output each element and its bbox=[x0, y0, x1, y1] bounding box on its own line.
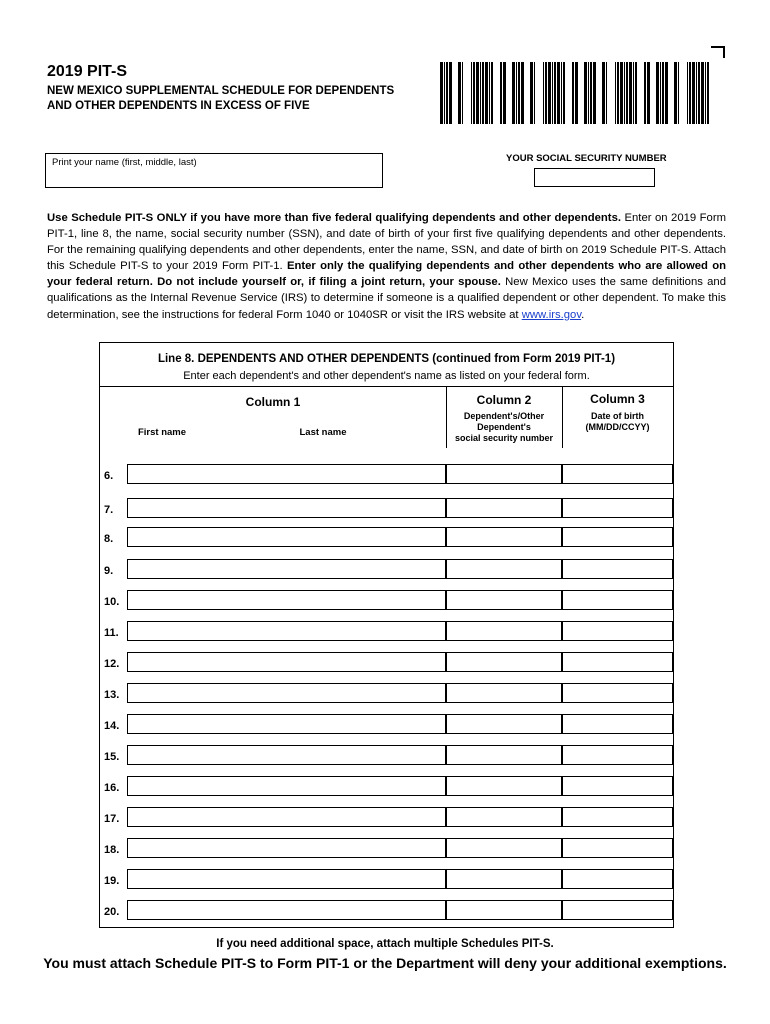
dependent-row bbox=[100, 621, 673, 641]
dependent-dob-field[interactable] bbox=[562, 559, 673, 579]
dependent-ssn-field[interactable] bbox=[446, 807, 562, 827]
dependent-ssn-field[interactable] bbox=[446, 745, 562, 765]
dependent-dob-field[interactable] bbox=[562, 498, 673, 518]
dependent-name-field[interactable] bbox=[127, 527, 446, 547]
dependent-dob-field[interactable] bbox=[562, 683, 673, 703]
dependent-ssn-field[interactable] bbox=[446, 527, 562, 547]
dependent-dob-field[interactable] bbox=[562, 807, 673, 827]
dependent-name-field[interactable] bbox=[127, 714, 446, 734]
taxpayer-name-field[interactable] bbox=[45, 153, 383, 188]
form-title: 2019 PIT-S bbox=[47, 63, 128, 80]
dependent-row bbox=[100, 590, 673, 610]
dependent-ssn-field[interactable] bbox=[446, 621, 562, 641]
column-1-header: Column 1 bbox=[245, 395, 301, 409]
corner-registration-mark bbox=[711, 46, 725, 58]
dependent-name-field[interactable] bbox=[127, 683, 446, 703]
column-2-header: Column 2 bbox=[476, 393, 532, 407]
dependent-row bbox=[100, 807, 673, 827]
barcode-image bbox=[440, 62, 712, 124]
dependent-ssn-field[interactable] bbox=[446, 714, 562, 734]
subtitle-line-2: AND OTHER DEPENDENTS IN EXCESS OF FIVE bbox=[47, 100, 310, 112]
row-number: 13. bbox=[104, 689, 120, 701]
row-number: 10. bbox=[104, 596, 120, 608]
row-number: 9. bbox=[104, 565, 114, 577]
dependent-dob-field[interactable] bbox=[562, 776, 673, 796]
dependent-dob-field[interactable] bbox=[562, 621, 673, 641]
table-header-banner bbox=[100, 343, 673, 387]
column-3-header: Column 3 bbox=[590, 392, 645, 406]
attachment-warning: You must attach Schedule PIT-S to Form PIT-1 or the Department will deny your additional exemptions. bbox=[43, 955, 727, 971]
instructions-paragraph bbox=[47, 210, 726, 323]
form-subtitle bbox=[47, 84, 447, 114]
dependent-row bbox=[100, 464, 673, 484]
ssn-label: YOUR SOCIAL SECURITY NUMBER bbox=[506, 153, 667, 164]
dependent-name-field[interactable] bbox=[127, 807, 446, 827]
dependents-table bbox=[99, 342, 674, 928]
dependent-ssn-field[interactable] bbox=[446, 900, 562, 920]
dependent-name-field[interactable] bbox=[127, 652, 446, 672]
row-number: 7. bbox=[104, 504, 114, 516]
taxpayer-name-label: Print your name (first, middle, last) bbox=[52, 157, 197, 168]
dependent-ssn-field[interactable] bbox=[446, 590, 562, 610]
dependent-row bbox=[100, 527, 673, 547]
column-2-desc-line-3: social security number bbox=[454, 433, 554, 443]
line-8-subtitle: Enter each dependent's and other dependent's name as listed on your federal form. bbox=[183, 370, 590, 382]
dependent-ssn-field[interactable] bbox=[446, 869, 562, 889]
subtitle-line-1: NEW MEXICO SUPPLEMENTAL SCHEDULE FOR DEPENDENTS bbox=[47, 85, 395, 97]
irs-website-link[interactable]: www.irs.gov bbox=[521, 308, 582, 321]
row-number: 6. bbox=[104, 470, 114, 482]
dependent-ssn-field[interactable] bbox=[446, 559, 562, 579]
dependent-row bbox=[100, 498, 673, 518]
dependent-ssn-field[interactable] bbox=[446, 776, 562, 796]
dependent-dob-field[interactable] bbox=[562, 900, 673, 920]
dependent-name-field[interactable] bbox=[127, 464, 446, 484]
dependent-dob-field[interactable] bbox=[562, 745, 673, 765]
column-3-description bbox=[562, 411, 673, 433]
dependent-name-field[interactable] bbox=[127, 838, 446, 858]
dependent-name-field[interactable] bbox=[127, 498, 446, 518]
dependent-dob-field[interactable] bbox=[562, 527, 673, 547]
dependent-row bbox=[100, 776, 673, 796]
dependent-dob-field[interactable] bbox=[562, 869, 673, 889]
dependent-row bbox=[100, 683, 673, 703]
dependent-dob-field[interactable] bbox=[562, 590, 673, 610]
dependent-row bbox=[100, 900, 673, 920]
row-number: 8. bbox=[104, 533, 114, 545]
dependent-row bbox=[100, 838, 673, 858]
dependent-dob-field[interactable] bbox=[562, 838, 673, 858]
dependent-dob-field[interactable] bbox=[562, 464, 673, 484]
instructions-bold-1: Use Schedule PIT-S ONLY if you have more than five federal qualifying dependents and other dependents. bbox=[47, 212, 621, 224]
instructions-text-2: New Mexico uses the same definitions and qualifications as the Internal Revenue Service (IRS) to determine if someone is a qualified dependent or other dependent. To make this determination, see the instructions for federal Form 1040 or 1040SR or visit the IRS website at bbox=[47, 276, 726, 321]
dependent-name-field[interactable] bbox=[127, 559, 446, 579]
dependent-ssn-field[interactable] bbox=[446, 464, 562, 484]
additional-space-note: If you need additional space, attach multiple Schedules PIT-S. bbox=[216, 938, 554, 950]
row-number: 18. bbox=[104, 844, 120, 856]
row-number: 11. bbox=[104, 627, 119, 639]
row-number: 12. bbox=[104, 658, 120, 670]
column-2-desc-line-1: Dependent's/Other bbox=[463, 411, 545, 421]
dependent-name-field[interactable] bbox=[127, 869, 446, 889]
dependent-dob-field[interactable] bbox=[562, 714, 673, 734]
instructions-end: . bbox=[581, 308, 585, 321]
dependent-row bbox=[100, 714, 673, 734]
dependent-ssn-field[interactable] bbox=[446, 652, 562, 672]
dependent-name-field[interactable] bbox=[127, 900, 446, 920]
line-8-title: Line 8. DEPENDENTS AND OTHER DEPENDENTS (continued from Form 2019 PIT-1) bbox=[157, 353, 616, 365]
column-3-desc-line-1: Date of birth bbox=[591, 411, 644, 421]
dependent-name-field[interactable] bbox=[127, 621, 446, 641]
column-2-description bbox=[446, 411, 562, 444]
row-number: 17. bbox=[104, 813, 120, 825]
instructions-bold-2: Enter only the qualifying dependents and other dependents who are allowed on your federal return. Do not include yourself or, if filing a joint return, your spouse. bbox=[47, 260, 726, 289]
instructions-text-1: Enter on 2019 Form PIT-1, line 8, the name, social security number (SSN), and date of birth of your first five qualifying dependents and other dependents. For the remaining qualifying dependents and other dependents, enter the name, SSN, and date of birth on 2019 Schedule PIT-S. Attach this Schedule PIT-S to your 2019 Form PIT-1. bbox=[47, 212, 727, 273]
row-number: 20. bbox=[104, 906, 120, 918]
dependent-dob-field[interactable] bbox=[562, 652, 673, 672]
dependent-name-field[interactable] bbox=[127, 590, 446, 610]
row-number: 15. bbox=[104, 751, 120, 763]
dependent-ssn-field[interactable] bbox=[446, 683, 562, 703]
column-2-desc-line-2: Dependent's bbox=[477, 422, 531, 432]
dependent-name-field[interactable] bbox=[127, 776, 446, 796]
dependent-ssn-field[interactable] bbox=[446, 498, 562, 518]
dependent-row bbox=[100, 869, 673, 889]
dependent-row bbox=[100, 559, 673, 579]
row-number: 19. bbox=[104, 875, 120, 887]
ssn-field[interactable] bbox=[534, 168, 655, 187]
row-number: 14. bbox=[104, 720, 120, 732]
column-3-desc-line-2: (MM/DD/CCYY) bbox=[585, 422, 650, 432]
dependent-row bbox=[100, 745, 673, 765]
last-name-header: Last name bbox=[299, 427, 347, 438]
dependent-ssn-field[interactable] bbox=[446, 838, 562, 858]
first-name-header: First name bbox=[137, 427, 187, 438]
dependent-row bbox=[100, 652, 673, 672]
dependent-name-field[interactable] bbox=[127, 745, 446, 765]
row-number: 16. bbox=[104, 782, 120, 794]
